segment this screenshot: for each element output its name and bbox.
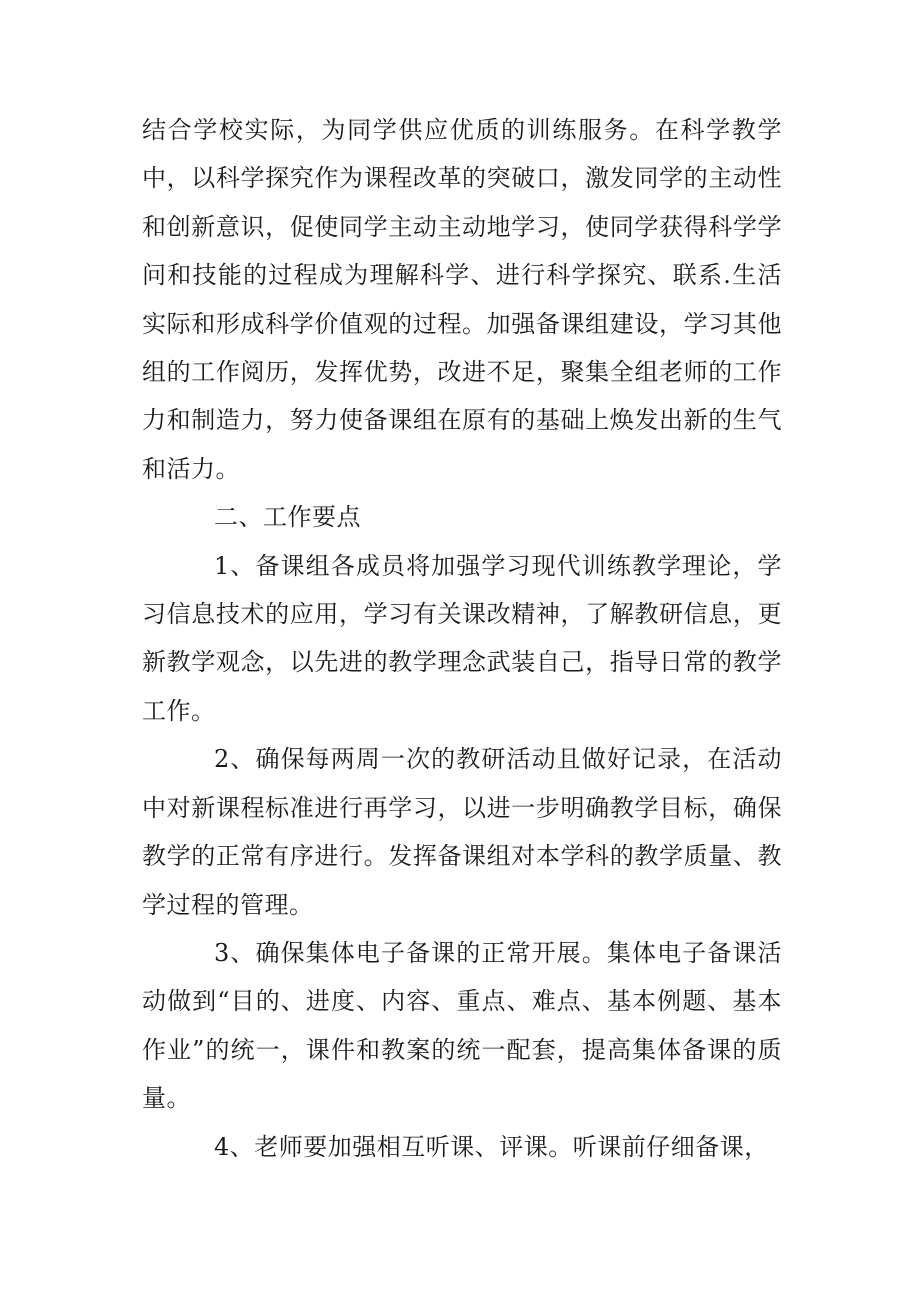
- work-point-4: 4、老师要加强相互听课、评课。听课前仔细备课，: [214, 1132, 769, 1161]
- intro-paragraph: 结合学校实际，为同学供应优质的训练服务。在科学教学中，以科学探究作为课程改革的突破口，激发同学的主动性和创新意识，促使同学主动主动地学习，使同学获得科学学问和技能的过程成为理解科学、进行科学探究、联系.生活实际和形成科学价值观的过程。加强备课组建设，学习其他组的工作阅历，发挥优势，改进不足，聚集全组老师的工作力和制造力，努力使备课组在原有的基础上焕发出新的生气和活力。: [142, 116, 782, 483]
- work-point-2: 2、确保每两周一次的教研活动且做好记录，在活动中对新课程标准进行再学习，以进一步明确教学目标，确保教学的正常有序进行。发挥备课组对本学科的教学质量、教学过程的管理。: [142, 745, 782, 919]
- work-point-3: 3、确保集体电子备课的正常开展。集体电子备课活动做到“目的、进度、内容、重点、难点、基本例题、基本作业”的统一，课件和教案的统一配套，提高集体备课的质量。: [142, 938, 782, 1113]
- section-heading: 二、工作要点: [214, 503, 361, 532]
- work-point-1: 1、备课组各成员将加强学习现代训练教学理论，学习信息技术的应用，学习有关课改精神，了解教研信息，更新教学观念，以先进的教学理念武装自己，指导日常的教学工作。: [142, 551, 782, 725]
- document-body: [142, 106, 782, 1171]
